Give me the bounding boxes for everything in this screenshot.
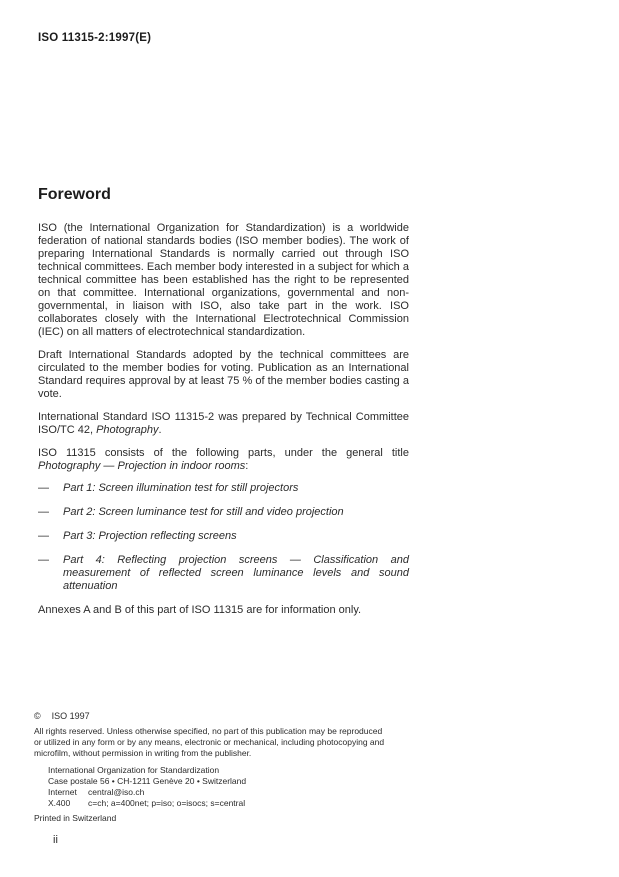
- publisher-address: [48, 765, 434, 809]
- dash-bullet: —: [38, 506, 49, 518]
- foreword-paragraph-2: Draft International Standards adopted by the technical committees are circulated to the member bodies for voting. Publication as an International Standard requires approval by at least 75 % of the member bodies casting a vote.: [38, 349, 409, 400]
- paragraph-3-period: .: [158, 424, 162, 436]
- dash-bullet: —: [38, 482, 49, 494]
- annex-note: Annexes A and B of this part of ISO 11315 are for information only.: [38, 604, 362, 616]
- x400-address: c=ch; a=400net; p=iso; o=isocs; s=central: [88, 798, 246, 808]
- paragraph-4-italic-title: Photography — Projection in indoor rooms: [38, 460, 246, 472]
- foreword-paragraph-3: [38, 411, 409, 437]
- copyright-footer: [34, 710, 434, 824]
- paragraph-3-italic-title: Photography: [96, 424, 159, 436]
- publisher-postal-address: Case postale 56 • CH-1211 Genève 20 • Switzerland: [48, 776, 247, 786]
- foreword-paragraph-4: [38, 447, 409, 473]
- rights-statement: All rights reserved. Unless otherwise specified, no part of this publication may be reproduced or utilized in any form or by any means, electronic or mechanical, including photocopying and microfilm, without permission in writing from the publisher.: [34, 726, 385, 758]
- part-3-text: Part 3: Projection reflecting screens: [63, 530, 237, 542]
- paragraph-4-colon: :: [245, 460, 249, 472]
- foreword-paragraph-1: ISO (the International Organization for Standardization) is a worldwide federation of national standards bodies (ISO member bodies). The work of preparing International Standards is normally carried out through ISO technical committees. Each member body interested in a subject for which a technical committee has been established has the right to be represented on that committee. International organizations, governmental and non-governmental, in liaison with ISO, also take part in the work. ISO collaborates closely with the International Electrotechnical Commission (IEC) on all matters of electrotechnical standardization.: [38, 222, 409, 338]
- list-item-part-2: [38, 506, 409, 519]
- part-2-text: Part 2: Screen luminance test for still and video projection: [63, 506, 344, 518]
- paragraph-4-text: ISO 11315 consists of the following parts, under the general title: [38, 447, 409, 459]
- internet-label: Internet: [48, 787, 77, 797]
- internet-email: central@iso.ch: [88, 787, 145, 797]
- parts-list: [38, 482, 409, 593]
- main-column: [38, 32, 409, 617]
- part-1-text: Part 1: Screen illumination test for still projectors: [63, 482, 299, 494]
- x400-label: X.400: [48, 798, 71, 808]
- paragraph-3-text: International Standard ISO 11315-2 was prepared by Technical Committee ISO/TC 42,: [38, 411, 409, 436]
- page-number: ii: [53, 834, 58, 846]
- part-4-text: Part 4: Reflecting projection screens — Classification and measurement of reflected screen luminance levels and sound attenuation: [63, 554, 409, 592]
- list-item-part-4: [38, 554, 409, 593]
- printed-in-statement: Printed in Switzerland: [34, 813, 117, 823]
- list-item-part-3: [38, 530, 409, 543]
- list-item-part-1: [38, 482, 409, 495]
- document-reference: ISO 11315-2:1997(E): [38, 32, 152, 44]
- copyright-line: [34, 710, 434, 722]
- dash-bullet: —: [38, 554, 49, 566]
- publisher-name: International Organization for Standardization: [48, 765, 220, 775]
- publisher-internet-row: [48, 787, 434, 798]
- copyright-owner: ISO 1997: [51, 711, 90, 721]
- foreword-heading: Foreword: [38, 186, 111, 203]
- publisher-x400-row: [48, 798, 434, 809]
- copyright-symbol: ©: [34, 711, 41, 721]
- dash-bullet: —: [38, 530, 49, 542]
